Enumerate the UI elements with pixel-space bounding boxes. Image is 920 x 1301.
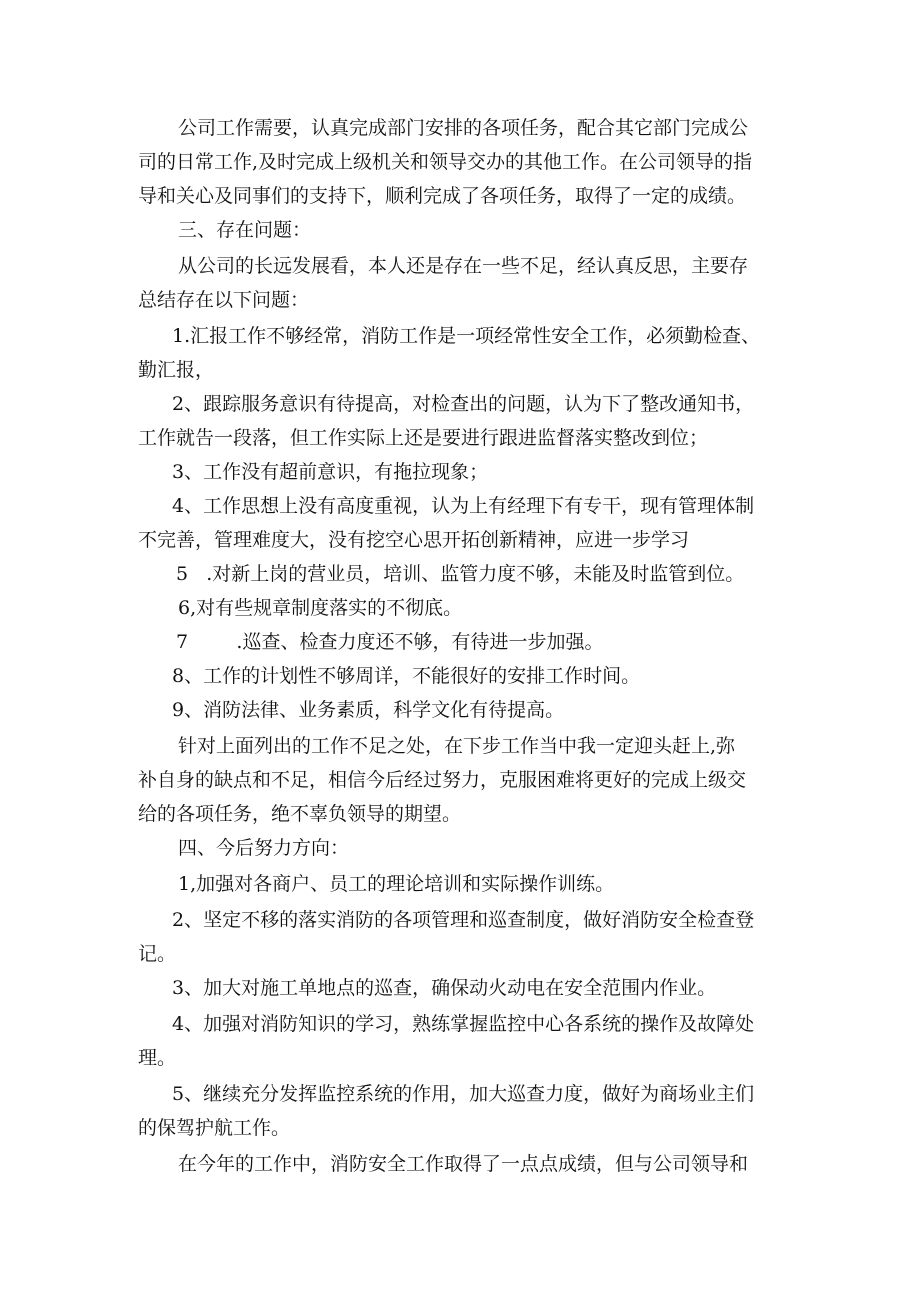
paragraph-line: 导和关心及同事们的支持下，顺利完成了各项任务，取得了一定的成绩。 [138, 185, 747, 207]
list-item: 3、工作没有超前意识，有拖拉现象； [172, 461, 489, 483]
paragraph-line: 总结存在以下问题： [138, 289, 310, 311]
section-heading: 四、今后努力方向： [178, 837, 350, 859]
paragraph-line: 司的日常工作,及时完成上级机关和领导交办的其他工作。在公司领导的指 [138, 151, 753, 173]
paragraph-line: 从公司的长远发展看，本人还是存在一些不足，经认真反思，主要存 [178, 255, 749, 277]
list-item: 9、消防法律、业务素质，科学文化有待提高。 [172, 699, 565, 721]
list-item-continuation: 勤汇报， [138, 359, 215, 381]
list-item-continuation: 理。 [138, 1047, 177, 1069]
list-item-continuation: 的保驾护航工作。 [138, 1117, 291, 1139]
list-item: 3、加大对施工单地点的巡查，确保动火动电在安全范围内作业。 [172, 977, 717, 999]
list-item: 8、工作的计划性不够周详，不能很好的安排工作时间。 [172, 665, 641, 687]
list-item: 2、坚定不移的落实消防的各项管理和巡查制度，做好消防安全检查登 [172, 909, 755, 931]
list-item: 4、加强对消防知识的学习，熟练掌握监控中心各系统的操作及故障处 [172, 1013, 755, 1035]
paragraph-line: 公司工作需要，认真完成部门安排的各项任务，配合其它部门完成公 [178, 117, 749, 139]
paragraph-line: 在今年的工作中，消防安全工作取得了一点点成绩，但与公司领导和 [178, 1153, 749, 1175]
paragraph-line: 给的各项任务，绝不辜负领导的期望。 [138, 803, 462, 825]
list-item-continuation: 记。 [138, 943, 177, 965]
list-item: 7 .巡查、检查力度还不够，有待进一步加强。 [176, 631, 604, 653]
list-item: 6,对有些规章制度落实的不彻底。 [178, 597, 463, 619]
list-item: 1,加强对各商户、员工的理论培训和实际操作训练。 [178, 873, 615, 895]
list-item-continuation: 工作就告一段落，但工作实际上还是要进行跟进监督落实整改到位； [138, 427, 709, 449]
list-item: 5、继续充分发挥监控系统的作用，加大巡查力度，做好为商场业主们 [172, 1083, 755, 1105]
list-item: 4、工作思想上没有高度重视，认为上有经理下有专干，现有管理体制 [172, 495, 755, 517]
list-item: 1.汇报工作不够经常，消防工作是一项经常性安全工作，必须勤检查、 [172, 325, 761, 347]
list-item: 5 .对新上岗的营业员，培训、监管力度不够，未能及时监管到位。 [176, 563, 745, 585]
paragraph-line: 补自身的缺点和不足，相信今后经过努力，克服困难将更好的完成上级交 [138, 769, 747, 791]
list-item: 2、跟踪服务意识有待提高，对检查出的问题，认为下了整改通知书， [172, 393, 755, 415]
list-item-continuation: 不完善，管理难度大，没有挖空心思开拓创新精神，应进一步学习 [138, 529, 690, 551]
section-heading: 三、存在问题： [178, 219, 312, 241]
paragraph-line: 针对上面列出的工作不足之处，在下步工作当中我一定迎头赶上,弥 [178, 735, 736, 757]
